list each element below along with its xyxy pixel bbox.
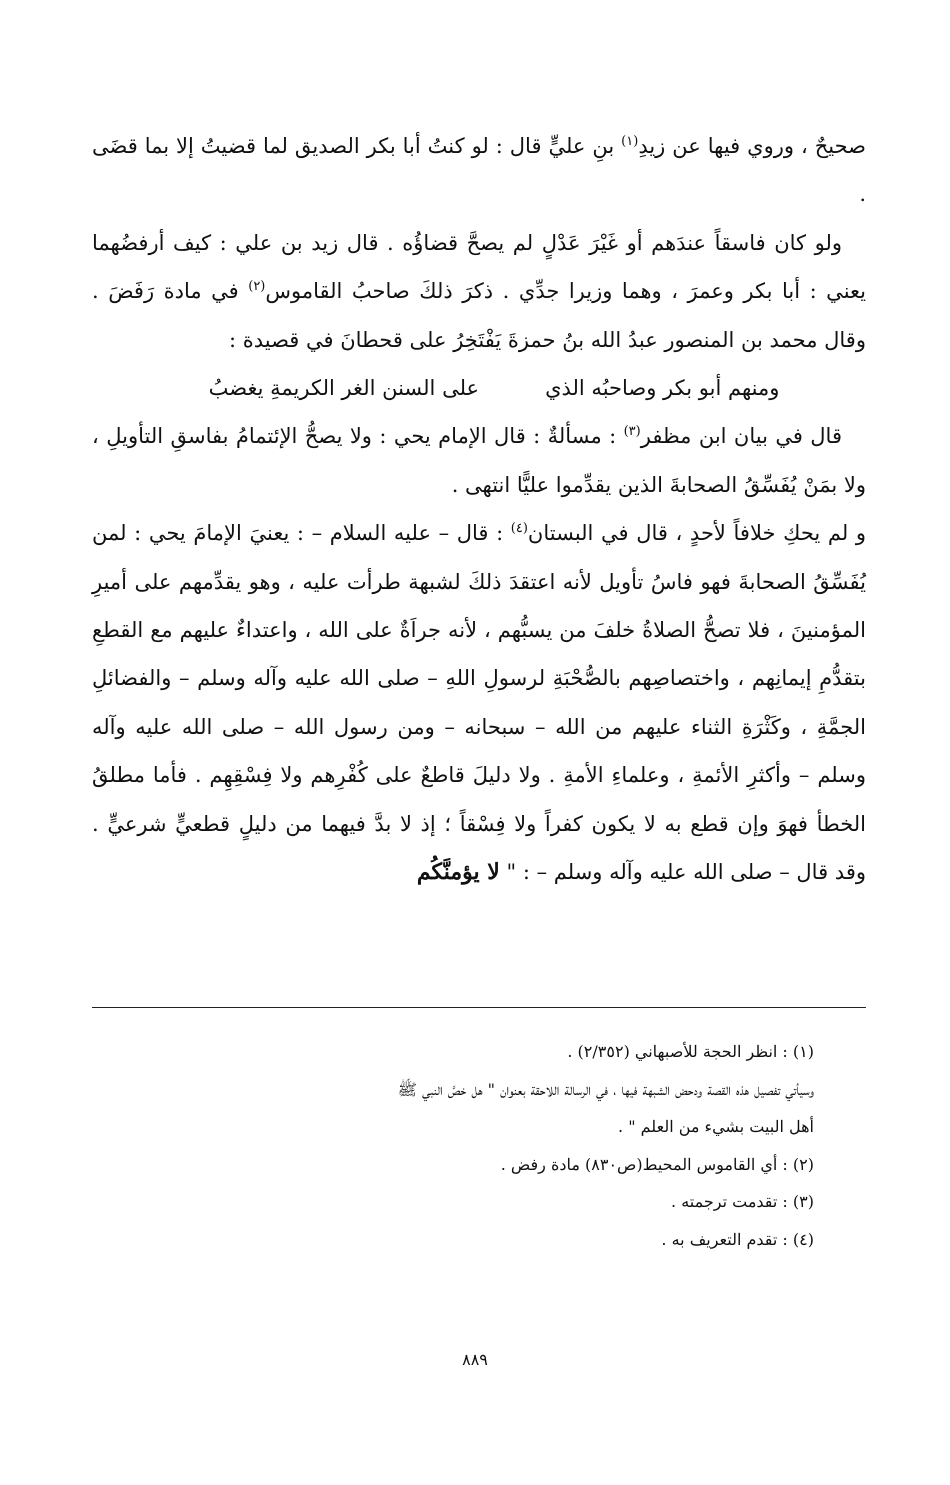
footnote-marker-2: (٢) [248, 279, 266, 295]
paragraph-3-text-b: : مسألةٌ : قال الإمام يحي : ولا يصحُّ الإئتمامُ بفاسقِ التأويلِ ، ولا بمَنْ يُفَسِّقُ الصحابةَ الذين يقدِّموا عليًّا انتهى . [92, 424, 866, 497]
paragraph-2-text-b: في مادة رَفَضَ . وقال محمد بن المنصور عبدُ الله بنُ حمزةَ يَفْتَخِرُ على قحطانَ في قصيدة : [92, 279, 866, 352]
paragraph-3-text-a: قال في بيان ابن مظفر [640, 424, 842, 449]
footnote-1-continuation: وسيأتي تفصيل هذه القصة ودحض الشبهة فيها ، في الرسالة اللاحقة بعنوان " هل خصَّ النبي ﷺ [397, 1079, 814, 1099]
paragraph-4 [92, 509, 866, 896]
footnote-2: (٢) : أي القاموس المحيط(ص٨٣٠) مادة رفض . [500, 1154, 814, 1174]
main-text [92, 122, 866, 897]
footnote-3: (٣) : تقدمت ترجمته . [671, 1192, 814, 1211]
poetry-verse [92, 364, 866, 412]
paragraph-4-text-b: : قال – عليه السلام – : يعنيَ الإمامَ يحي : لمن يُفَسِّقُ الصحابةَ فهو فاسُ تأويل لأنه اعتقدَ ذلكَ لشبهة طرأت عليه ، وهو يقدِّمهم على أميرِ المؤمنينَ ، فلا تصحُّ الصلاةُ خلفَ من يسبُّهم ، لأنه جراَةٌ على الله ، واعتداءٌ عليهم مع القطعِ بتقدُّمِ إيمانِهم ، واختصاصِهم بالصُّحْبَةِ لرسولِ اللهِ – صلى الله عليه وآله وسلم – والفضائلِ الجمَّةِ ، وكَثْرَةِ الثناء عليهم من الله – سبحانه – ومن رسول الله – صلى الله عليه وآله وسلم – وأكثرِ الأئمةِ ، وعلماءِ الأمةِ . ولا دليلَ قاطعٌ على كُفْرِهم ولا فِسْقِهِم . فأما مطلقُ الخطأ فهوَ وإن قطع به لا يكون كفراً ولا فِسْقاً ؛ إذ لا بدَّ فيهما من دليلٍ قطعيٍّ شرعيٍّ . وقد قال – صلى الله عليه وآله وسلم – : " [92, 521, 866, 885]
footnote-marker-4: (٤) [510, 521, 528, 537]
footnote-separator [92, 1007, 866, 1008]
page-number: ٨٨٩ [462, 1350, 488, 1369]
paragraph-1-text-a: صحيحٌ ، وروي فيها عن زيدِ [638, 134, 866, 158]
paragraph-1 [92, 122, 866, 219]
verse-first-hemistich: ومنهم أبو بكر وصاحبُه الذي [545, 376, 780, 401]
verse-second-hemistich: على السنن الغر الكريمةِ يغضبُ [208, 376, 480, 401]
hadith-quote-start: لا يؤمنَّكُم [416, 859, 500, 886]
paragraph-1-text-b: بنِ عليٍّ قال : لو كنتُ أبا بكر الصديق لما قضيتُ إلا بما قضَى . [92, 134, 866, 207]
footnote-marker-1: (١) [621, 134, 639, 149]
footnote-marker-3: (٣) [623, 424, 641, 440]
paragraph-4-text-a: و لم يحكِ خلافاً لأحدٍ ، قال في البستان [527, 521, 866, 546]
footnotes [92, 1033, 866, 1258]
paragraph-2-text-a: ولو كان فاسقاً عندَهم أو غَيْرَ عَدْلٍ لم يصحَّ قضاؤُه . قال زيد بن علي : كيف أرفضُهما يعني : أبا بكر وعمرَ ، وهما وزيرا جدِّي . ذكرَ ذلكَ صاحبُ القاموس [92, 230, 867, 304]
footnote-4: (٤) : تقدم التعريف به . [661, 1229, 814, 1249]
paragraph-3 [92, 412, 866, 509]
paragraph-2 [92, 219, 866, 364]
footnote-1-continuation-2: أهل البيت بشيء من العلم " . [618, 1117, 814, 1136]
footnote-1: (١) : انظر الحجة للأصبهاني (٢/٣٥٢) . [567, 1042, 814, 1061]
